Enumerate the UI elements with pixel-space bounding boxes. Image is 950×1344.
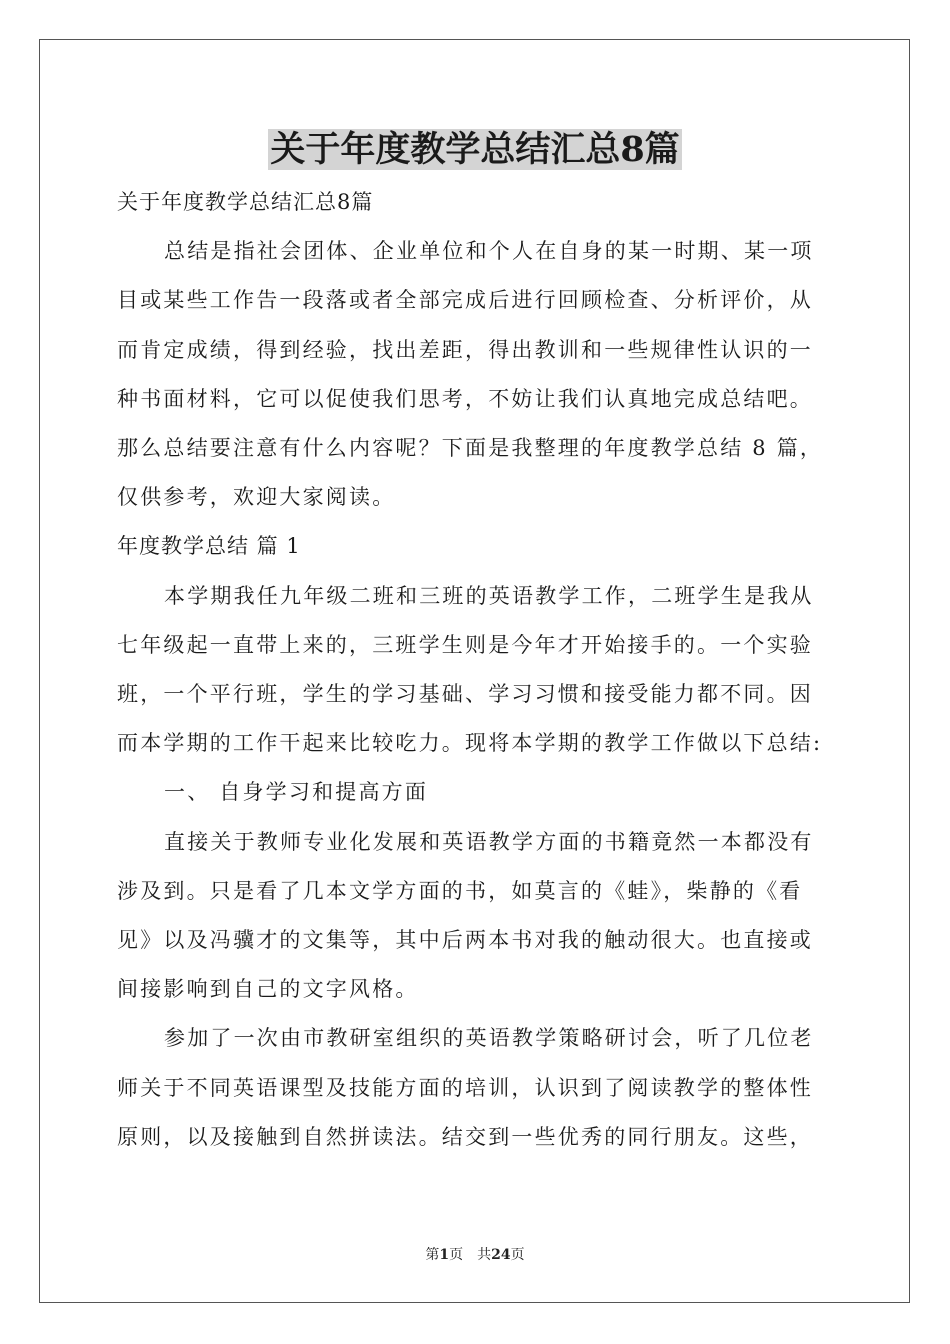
text-line: 间接影响到自己的文字风格。 [117,977,419,1002]
text-line: 原则，以及接触到自然拼读法。结交到一些优秀的同行朋友。这些， [117,1124,813,1149]
footer-total-suffix: 页 [510,1247,525,1263]
text-line: 参加了一次由市教研室组织的英语教学策略研讨会，听了几位老 [164,1026,814,1051]
text-line: 仅供参考，欢迎大家阅读。 [117,485,396,510]
text-line: 一、 自身学习和提高方面 [164,780,429,805]
section-heading-line: 关于年度教学总结汇总8篇 [117,190,374,214]
page-footer [0,1244,950,1264]
text-line: 见》以及冯骥才的文集等，其中后两本书对我的触动很大。也直接或 [117,928,813,953]
document-title [0,126,950,174]
text-line: 那么总结要注意有什么内容呢？下面是我整理的年度教学总结 8 篇， [117,436,824,461]
text-line: 七年级起一直带上来的，三班学生则是今年才开始接手的。一个实验 [117,632,813,657]
text-line: 目或某些工作告一段落或者全部完成后进行回顾检查、分析评价，从 [117,288,813,313]
section-heading-line: 年度教学总结 篇 1 [117,534,301,559]
text-line: 种书面材料，它可以促使我们思考，不妨让我们认真地完成总结吧。 [117,386,813,411]
footer-total-prefix: 共 [477,1247,492,1263]
footer-page-prefix: 第 [425,1247,440,1263]
footer-total-pages: 24 [491,1247,511,1263]
text-line: 涉及到。只是看了几本文学方面的书，如莫言的《蛙》，柴静的《看 [117,878,803,903]
text-line: 师关于不同英语课型及技能方面的培训，认识到了阅读教学的整体性 [117,1075,813,1100]
document-title-text: 关于年度教学总结汇总8篇 [270,129,680,170]
text-line: 班，一个平行班，学生的学习基础、学习习惯和接受能力都不同。因 [117,682,813,707]
text-line: 直接关于教师专业化发展和英语教学方面的书籍竟然一本都没有 [164,829,814,854]
footer-page-suffix: 页 [449,1247,464,1263]
text-line: 而本学期的工作干起来比较吃力。现将本学期的教学工作做以下总结: [117,731,823,756]
document-body [117,178,837,1162]
footer-page-number: 1 [439,1247,450,1263]
text-line: 而肯定成绩，得到经验，找出差距，得出教训和一些规律性认识的一 [117,337,813,362]
text-line: 总结是指社会团体、企业单位和个人在自身的某一时期、某一项 [164,239,814,264]
text-line: 本学期我任九年级二班和三班的英语教学工作，二班学生是我从 [164,583,814,608]
